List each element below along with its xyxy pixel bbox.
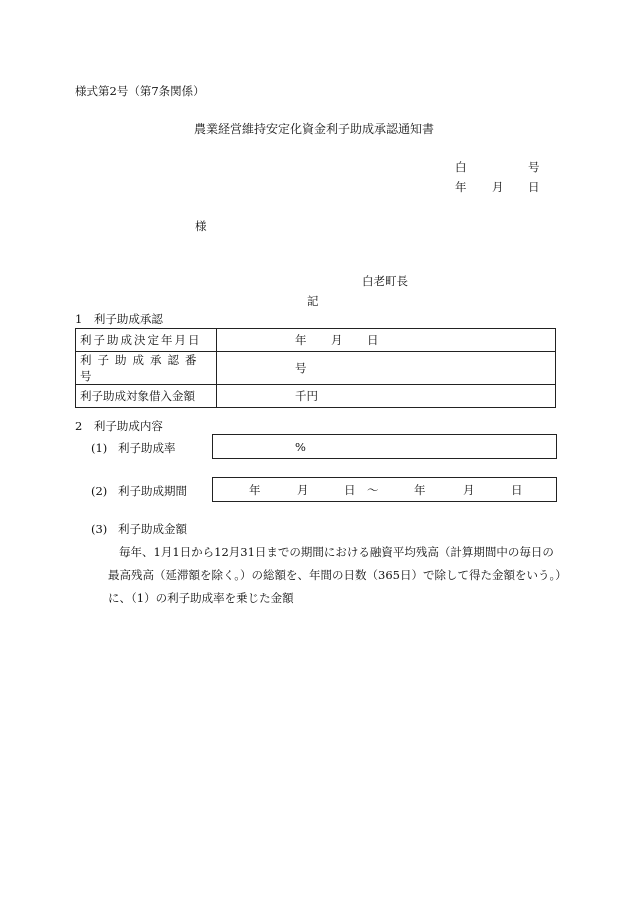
row-label xyxy=(76,352,217,385)
item1-label: 利子助成率 xyxy=(118,441,176,455)
loan-amount-unit: 千円 xyxy=(295,389,318,403)
table-row xyxy=(76,329,556,352)
issuer: 白老町長 xyxy=(362,274,408,288)
approval-number-suffix: 号 xyxy=(295,361,307,375)
date-day: 日 xyxy=(528,180,540,194)
item1-number: (1) xyxy=(91,441,108,455)
row-label xyxy=(76,329,217,352)
item2-number: (2) xyxy=(91,484,108,498)
loan-amount-label: 利子助成対象借入金額 xyxy=(80,389,195,403)
decision-year: 年 xyxy=(295,333,307,347)
date-month: 月 xyxy=(492,180,504,194)
period-start-month: 月 xyxy=(297,483,309,497)
period-start-year: 年 xyxy=(249,483,261,497)
doc-number-prefix: 白 xyxy=(455,160,467,174)
document-title: 農業経営維持安定化資金利子助成承認通知書 xyxy=(194,122,435,136)
row-value xyxy=(217,329,556,352)
section2-heading: 2 利子助成内容 xyxy=(75,419,163,433)
rate-box xyxy=(212,434,557,459)
period-end-year: 年 xyxy=(414,483,426,497)
rate-unit: % xyxy=(295,440,306,454)
decision-month: 月 xyxy=(331,333,343,347)
table-row xyxy=(76,385,556,408)
addressee-suffix: 様 xyxy=(195,219,207,233)
period-tilde: ～ xyxy=(367,483,379,497)
row-label xyxy=(76,385,217,408)
section1-heading: 1 利子助成承認 xyxy=(75,312,163,326)
item2-label: 利子助成期間 xyxy=(118,484,187,498)
period-end-month: 月 xyxy=(463,483,475,497)
period-box xyxy=(212,477,557,502)
calc-line-1: 毎年、1月1日から12月31日までの期間における融資平均残高（計算期間中の毎日の xyxy=(119,545,554,559)
row-value xyxy=(217,352,556,385)
row-value xyxy=(217,385,556,408)
item3-label: 利子助成金額 xyxy=(118,522,187,536)
calc-line-2: 最高残高（延滞額を除く。）の総額を、年間の日数（365日）で除して得た金額をいう。） xyxy=(108,568,567,582)
item3-number: (3) xyxy=(91,522,108,536)
approval-number-label: 利子助成承認番号 xyxy=(80,353,203,383)
form-number: 様式第2号（第7条関係） xyxy=(75,84,205,98)
decision-date-label: 利子助成決定年月日 xyxy=(80,333,202,347)
period-end-day: 日 xyxy=(511,483,523,497)
ki-heading: 記 xyxy=(307,294,319,308)
approval-table xyxy=(75,328,556,408)
decision-day: 日 xyxy=(367,333,379,347)
doc-number-suffix: 号 xyxy=(528,160,540,174)
calc-line-3: に、（1）の利子助成率を乗じた金額 xyxy=(108,591,294,605)
table-row xyxy=(76,352,556,385)
date-year: 年 xyxy=(455,180,467,194)
period-start-day: 日 xyxy=(344,483,356,497)
